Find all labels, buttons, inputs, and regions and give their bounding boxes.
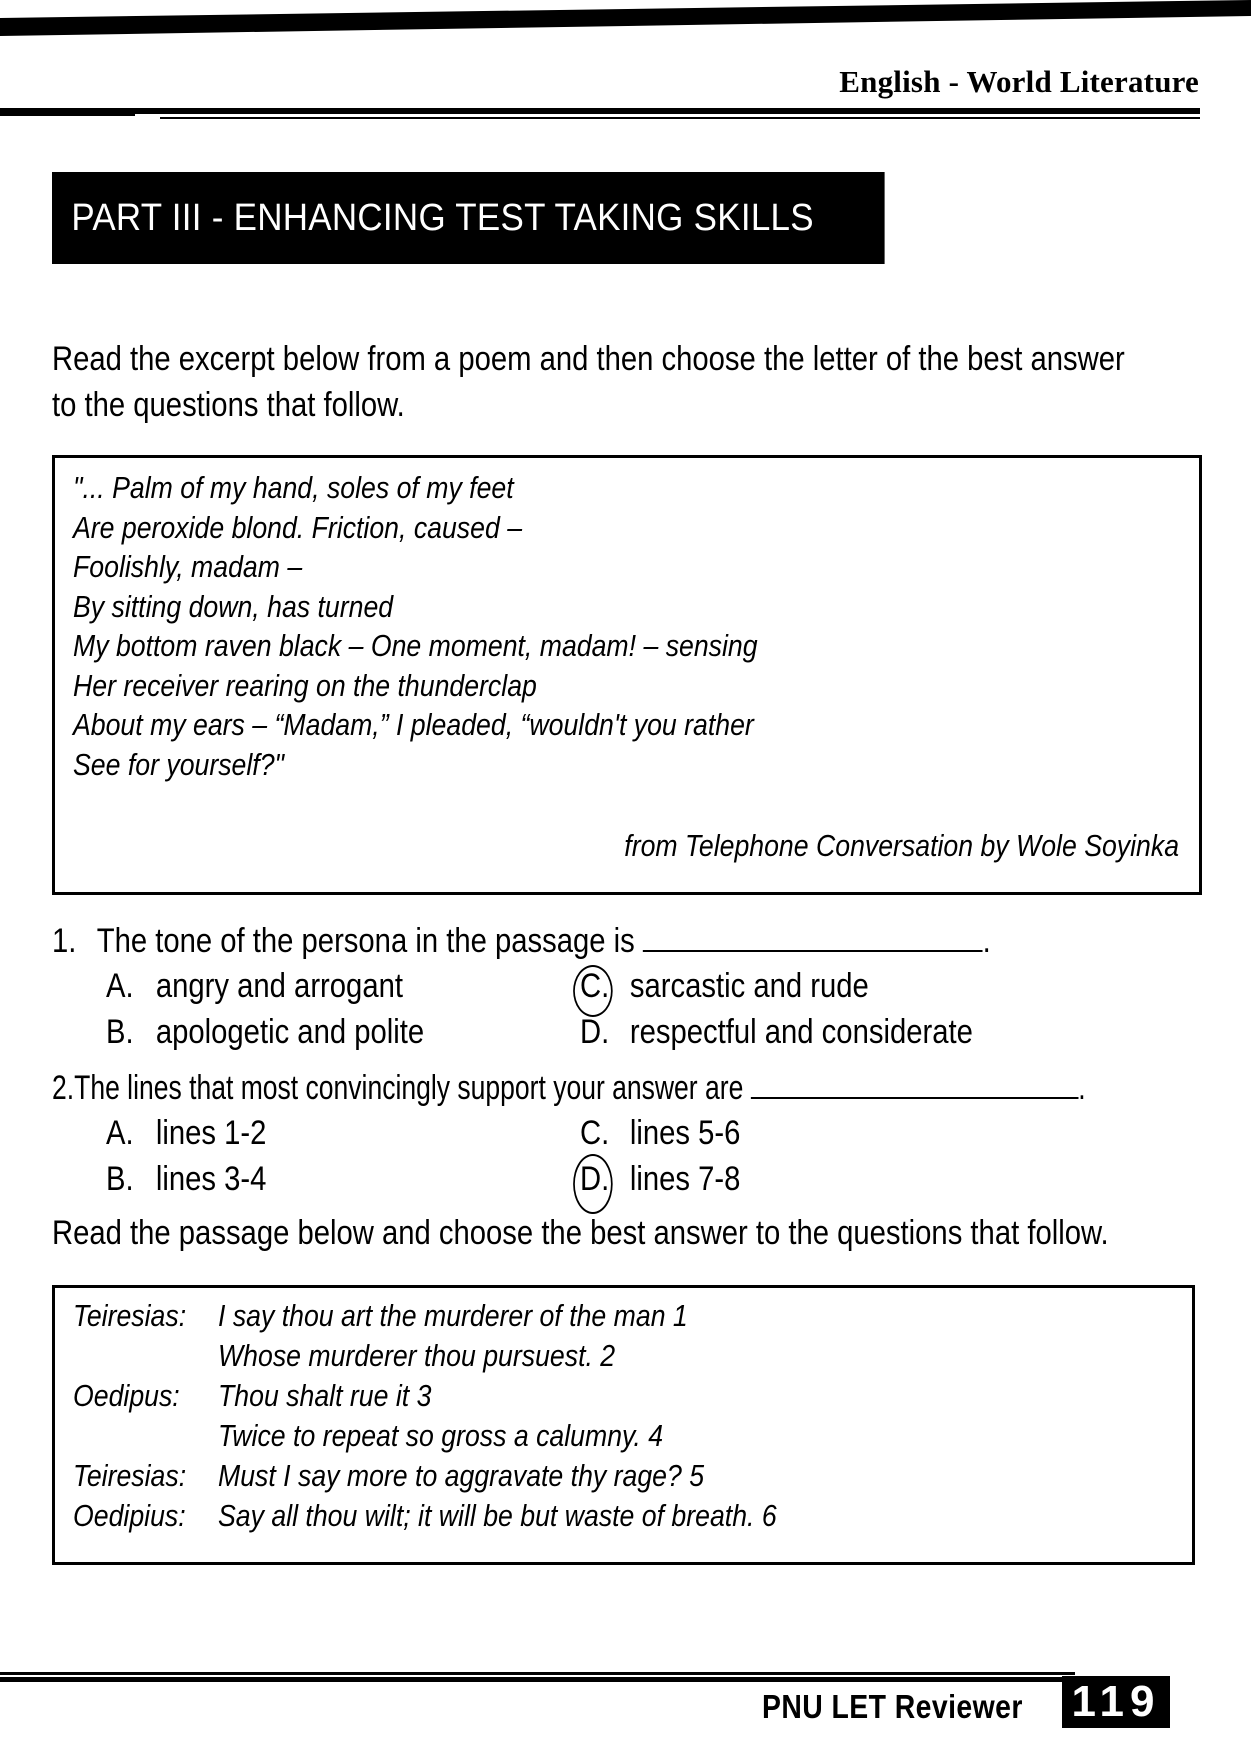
option-text: lines 1-2 [155,1114,267,1152]
option-letter: A. [106,1114,134,1152]
option-text: sarcastic and rude [629,967,869,1005]
speaker-name: Teiresias: [73,1298,187,1333]
option-letter: D. [580,1160,610,1198]
poem-line: About my ears – “Madam,” I pleaded, “wouldn't you rather [73,707,754,742]
header-rule-thin [160,117,1200,119]
part-banner [52,172,885,264]
speech-text: Must I say more to aggravate thy rage? 5 [218,1458,705,1493]
page-number: 119 [1062,1676,1170,1728]
question-2-stem-line [52,1065,1086,1111]
dialogue-excerpt-box [52,1285,1195,1565]
q2-option-b[interactable] [106,1156,293,1202]
footer-rule-thick [0,1677,1075,1682]
q1-option-a[interactable] [106,963,451,1009]
question-1-stem-line [52,918,991,964]
poem-source-text: from Telephone Conversation by Wole Soyinka [624,828,1179,863]
speaker-name: Teiresias: [73,1458,187,1493]
poem-line: See for yourself?" [73,746,285,782]
option-text: lines 3-4 [155,1160,267,1198]
speaker-name: Oedipius: [73,1498,186,1533]
option-text: lines 5-6 [629,1114,741,1152]
question-stem: The tone of the persona in the passage is [96,922,635,960]
option-letter: A. [106,967,134,1005]
footer-title [762,1688,1065,1726]
header-rule [0,108,1200,114]
poem-lines [73,468,869,784]
option-letter: B. [106,1160,134,1198]
poem-line: By sitting down, has turned [73,588,394,624]
q2-option-d[interactable] [580,1156,767,1202]
instruction-line: Read the excerpt below from a poem and then choose the letter of the best answer [52,340,1125,378]
poem-line: Are peroxide blond. Friction, caused – [73,509,523,545]
instruction-passage [52,1210,1251,1256]
poem-line: Her receiver rearing on the thunderclap [73,667,537,703]
handwritten-circle-mark [573,1154,613,1214]
poem-source [534,828,1179,864]
part-banner-title: PART III - ENHANCING TEST TAKING SKILLS [71,196,814,239]
poem-line: "... Palm of my hand, soles of my feet [73,470,514,505]
q1-option-b[interactable] [106,1009,476,1055]
answer-blank [751,1069,1079,1099]
scan-top-edge-band [0,0,1251,36]
option-letter: C. [580,1114,610,1152]
q2-option-a[interactable] [106,1110,293,1156]
poem-line: Foolishly, madam – [73,549,303,584]
speech-text: I say thou art the murderer of the man 1 [218,1298,688,1333]
option-text: angry and arrogant [155,967,403,1005]
option-letter: B. [106,1013,134,1051]
q1-option-c[interactable] [580,963,916,1009]
poem-line: My bottom raven black – One moment, madam! – sensing [73,628,758,663]
instruction-line: Read the passage below and choose the best answer to the questions that follow. [52,1214,1109,1252]
option-text: apologetic and polite [155,1013,425,1051]
question-number: 2. [52,1069,75,1107]
instruction-poem [52,336,1251,428]
option-letter: D. [580,1013,610,1051]
question-stem: The lines that most convincingly support your answer are [74,1069,744,1107]
option-text: respectful and considerate [629,1013,973,1051]
question-number: 1. [52,922,77,960]
speaker-name: Oedipus: [73,1378,180,1413]
footer-rule [0,1672,1075,1675]
header-rule-accent [0,114,135,116]
footer-title-text: PNU LET Reviewer [762,1688,1023,1725]
speech-text: Say all thou wilt; it will be but waste of breath. 6 [218,1498,777,1533]
question-2 [52,1065,1251,1111]
option-letter: C. [580,967,610,1005]
speech-text: Thou shalt rue it 3 [218,1378,432,1413]
instruction-line: to the questions that follow. [52,386,405,424]
speech-text: Whose murderer thou pursuest. 2 [218,1338,616,1373]
running-head: English - World Literature [839,64,1199,99]
option-text: lines 7-8 [629,1160,741,1198]
answer-blank [643,922,983,952]
q1-option-d[interactable] [580,1009,1037,1055]
question-1 [52,918,1144,964]
q2-option-c[interactable] [580,1110,767,1156]
question-end-punct: . [1078,1069,1086,1107]
speech-text: Twice to repeat so gross a calumny. 4 [218,1418,664,1453]
question-end-punct: . [982,922,991,960]
poem-excerpt-box [52,455,1202,895]
